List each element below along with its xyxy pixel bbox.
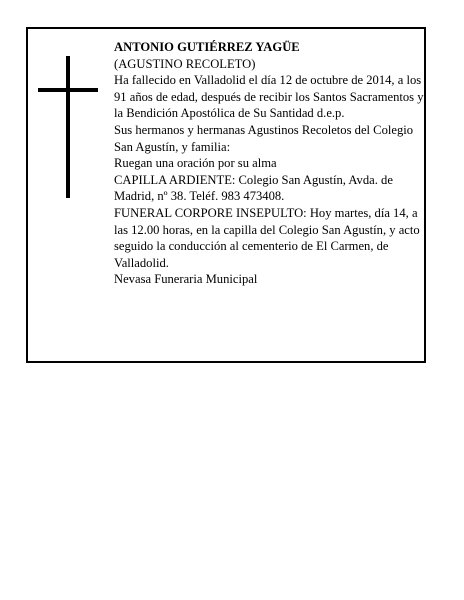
funeral-details: FUNERAL CORPORE INSEPULTO: Hoy martes, día 14, a las 12.00 horas, en la capilla del Colegio San Agustín, y acto seguido la conducción al cementerio de El Carmen, de Valladolid.	[114, 205, 420, 270]
funeral-home: Nevasa Funeraria Municipal	[114, 272, 258, 287]
family-paragraph: Sus hermanos y hermanas Agustinos Recoletos del Colegio San Agustín, y familia:	[114, 122, 414, 154]
obituary-text	[114, 39, 424, 288]
obituary-notice	[26, 27, 426, 363]
cross-icon	[38, 56, 98, 198]
deceased-name: ANTONIO GUTIÉRREZ YAGÜE	[114, 40, 300, 54]
deceased-subtitle: (AGUSTINO RECOLETO)	[114, 56, 256, 71]
chapel-details: CAPILLA ARDIENTE: Colegio San Agustín, Avda. de Madrid, nº 38. Teléf. 983 473408.	[114, 172, 393, 204]
cross-horizontal-bar	[38, 88, 98, 92]
prayer-request: Ruegan una oración por su alma	[114, 156, 277, 171]
announcement-paragraph: Ha fallecido en Valladolid el día 12 de octubre de 2014, a los 91 años de edad, después de recibir los Santos Sacramentos y la Bendición Apostólica de Su Santidad d.e.p.	[114, 73, 424, 121]
cross-vertical-bar	[66, 56, 70, 198]
